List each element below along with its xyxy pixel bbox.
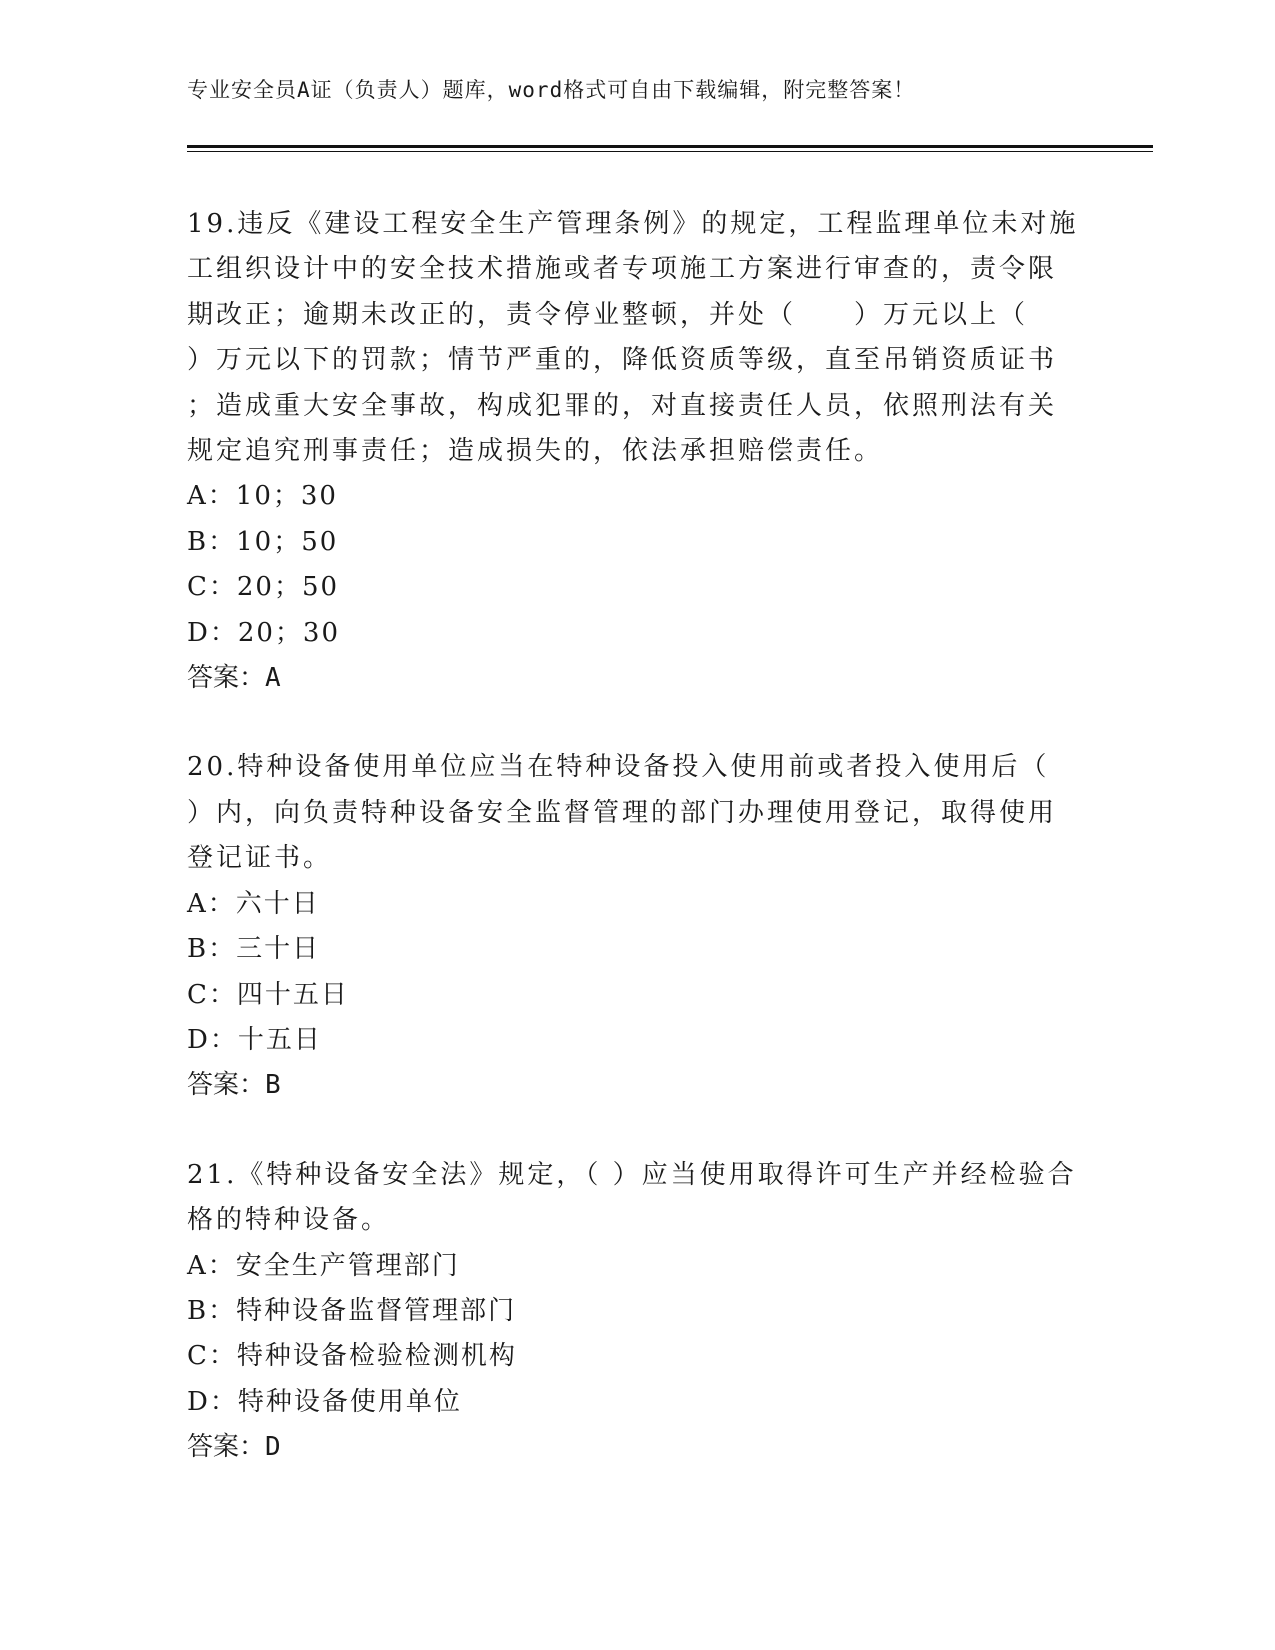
question-list [187, 202, 1077, 1515]
option-a: A：安全生产管理部门 [187, 1250, 460, 1281]
option-a: A：10；30 [187, 481, 338, 512]
stem-line: 20.特种设备使用单位应当在特种设备投入使用前或者投入使用后（ [187, 752, 1050, 783]
stem-line: 登记证书。 [187, 843, 333, 874]
question-stem [187, 1153, 1077, 1244]
option-a: A：六十日 [187, 888, 320, 919]
option-b: B：三十日 [187, 934, 321, 965]
question-19 [187, 202, 1077, 701]
option-c: C：特种设备检验检测机构 [187, 1341, 517, 1372]
question-21 [187, 1153, 1077, 1471]
header-divider-thick [187, 145, 1153, 148]
answer-line: 答案：A [187, 663, 281, 694]
stem-line: 格的特种设备。 [187, 1205, 391, 1236]
page-header: 专业安全员A证（负责人）题库，word格式可自由下载编辑，附完整答案！ [187, 78, 916, 102]
option-b: B：10；50 [187, 526, 339, 557]
option-d: D：十五日 [187, 1024, 322, 1055]
stem-line: 19.违反《建设工程安全生产管理条例》的规定，工程监理单位未对施 [187, 209, 1079, 239]
question-stem [187, 745, 1077, 881]
stem-line: ）万元以下的罚款；情节严重的，降低资质等级，直至吊销资质证书 [187, 345, 1058, 376]
stem-line: 期改正；逾期未改正的，责令停业整顿，并处（ ）万元以上（ [187, 299, 1029, 330]
option-d: D：特种设备使用单位 [187, 1386, 462, 1417]
stem-line: 21.《特种设备安全法》规定，（ ）应当使用取得许可生产并经检验合 [187, 1159, 1077, 1190]
option-d: D：20；30 [187, 617, 341, 648]
header-divider-thin [187, 151, 1153, 152]
option-c: C：20；50 [187, 572, 340, 603]
answer-line: 答案：D [187, 1432, 281, 1463]
stem-line: ；造成重大安全事故，构成犯罪的，对直接责任人员，依照刑法有关 [187, 390, 1058, 421]
stem-line: ）内，向负责特种设备安全监督管理的部门办理使用登记，取得使用 [187, 797, 1058, 828]
stem-line: 工组织设计中的安全技术措施或者专项施工方案进行审查的，责令限 [187, 254, 1058, 285]
option-b: B：特种设备监督管理部门 [187, 1295, 517, 1326]
question-stem [187, 202, 1077, 474]
answer-line: 答案：B [187, 1070, 281, 1101]
option-c: C：四十五日 [187, 979, 349, 1010]
question-20 [187, 745, 1077, 1108]
stem-line: 规定追究刑事责任；造成损失的，依法承担赔偿责任。 [187, 436, 884, 467]
